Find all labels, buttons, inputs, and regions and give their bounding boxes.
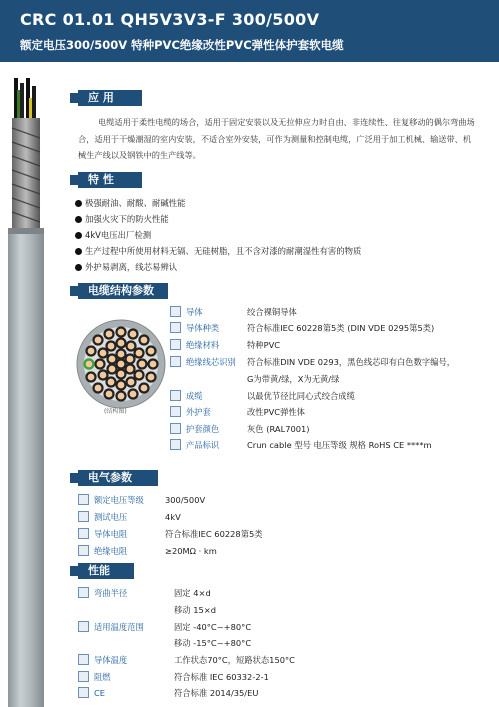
conductor-icon — [170, 306, 181, 317]
flame-icon — [78, 671, 89, 682]
row-value: 符合标准 IEC 60332-2-1 — [174, 672, 269, 682]
row-label: 导体温度 — [94, 655, 128, 665]
resistance-icon — [78, 528, 89, 539]
feature-text: 4kV电压出厂检测 — [85, 230, 152, 240]
outer-sheath-icon — [170, 406, 181, 417]
bullet-icon — [75, 200, 82, 207]
row-label: 适用温度范围 — [94, 622, 144, 632]
section-header-structure — [78, 283, 168, 299]
section-title: 性能 — [88, 564, 110, 577]
feature-item — [75, 260, 177, 274]
row-label: 绝缘线芯识别 — [186, 357, 236, 367]
feature-item — [75, 212, 169, 226]
feature-text: 极强耐油、耐酸、耐碱性能 — [85, 198, 186, 208]
row-value: 工作状态70°C，短路状态150°C — [174, 655, 295, 665]
sheath-color-icon — [170, 423, 181, 434]
row-value: 移动 -15°C~+80°C — [174, 638, 252, 648]
row-value: 固定 4×d — [174, 588, 211, 598]
row-label: 绝缘电阻 — [94, 546, 128, 556]
application-text: 电缆适用于柔性电缆的场合，适用于固定安装以及无拉伸应力时自由、非连续性、往复移动的偶尔弯曲场合，适用于干燥潮湿的室内安装，不适合室外安装，可作为测量和控制电缆，广泛用于加工机械、输送带、机械生产线以及钢铁中的生产线等。 — [78, 117, 475, 160]
feature-item — [75, 196, 186, 210]
bullet-icon — [75, 248, 82, 255]
row-value: 符合标准IEC 60228第5类 — [165, 529, 263, 539]
row-label: 阻燃 — [94, 672, 111, 682]
product-subtitle: 额定电压300/500V 特种PVC绝缘改性PVC弹性体护套软电缆 — [20, 38, 344, 52]
row-label: 成缆 — [186, 391, 203, 401]
cross-section-diagram — [75, 318, 167, 410]
section-header-electrical — [78, 470, 158, 486]
row-label: CE — [94, 688, 106, 698]
feature-text: 外护易剥离，线芯易辨认 — [85, 262, 178, 272]
row-label: 额定电压等级 — [94, 495, 144, 505]
section-title: 特 性 — [88, 173, 114, 186]
row-label: 护套颜色 — [186, 424, 220, 434]
section-title: 电气参数 — [88, 471, 132, 484]
section-title: 电缆结构参数 — [88, 284, 154, 297]
row-value: 4kV — [165, 512, 181, 522]
row-value: G为带黄/绿，X为无黄/绿 — [247, 374, 340, 384]
cross-section-caption: (结构图) — [104, 408, 127, 415]
bullet-icon — [75, 264, 82, 271]
section-header-performance — [78, 563, 134, 579]
row-value: Crun cable 型号 电压等级 规格 RoHS CE ****m — [247, 440, 432, 450]
section-header-application — [78, 90, 142, 106]
row-value: 300/500V — [165, 495, 206, 505]
row-label: 导体 — [186, 307, 203, 317]
row-value: 特种PVC — [247, 340, 281, 350]
core-identification-icon — [170, 356, 181, 367]
page-header — [0, 0, 499, 62]
row-label: 弯曲半径 — [94, 588, 128, 598]
row-value: 移动 15×d — [174, 605, 217, 615]
row-label: 外护套 — [186, 407, 211, 417]
bend-radius-icon — [78, 587, 89, 598]
stranding-icon — [170, 390, 181, 401]
row-value: 绞合裸铜导体 — [247, 307, 297, 317]
product-marking-icon — [170, 439, 181, 450]
feature-item — [75, 244, 361, 258]
cable-image — [0, 78, 60, 707]
row-value: 改性PVC弹性体 — [247, 407, 305, 417]
section-title: 应 用 — [88, 91, 114, 104]
row-value: ≥20MΩ · km — [165, 546, 217, 556]
product-title: CRC 01.01 QH5V3V3-F 300/500V — [20, 10, 320, 29]
row-label: 绝缘材料 — [186, 340, 220, 350]
voltage-icon — [78, 494, 89, 505]
row-label: 测试电压 — [94, 512, 128, 522]
row-value: 以最优节径比同心式绞合成缆 — [247, 391, 355, 401]
warning-icon — [78, 511, 89, 522]
row-value: 符合标准 2014/35/EU — [174, 688, 259, 698]
insulation-resistance-icon — [78, 545, 89, 556]
feature-item — [75, 228, 151, 242]
ce-mark-icon — [78, 687, 89, 698]
temperature-range-icon — [78, 621, 89, 632]
insulation-icon — [170, 339, 181, 350]
row-label: 导体种类 — [186, 323, 220, 333]
feature-text: 生产过程中所使用材料无镉、无硅树脂，且不含对漆的耐潮湿性有害的物质 — [85, 246, 362, 256]
bullet-icon — [75, 232, 82, 239]
row-value: 符合标准IEC 60228第5类 (DIN VDE 0295第5类) — [247, 323, 435, 333]
thermometer-icon — [78, 654, 89, 665]
conductor-type-icon — [170, 322, 181, 333]
row-value: 符合标准DIN VDE 0293，黑色线芯印有白色数字编号， — [247, 357, 456, 367]
row-label: 导体电阻 — [94, 529, 128, 539]
feature-text: 加强火灾下的防火性能 — [85, 214, 169, 224]
bullet-icon — [75, 216, 82, 223]
row-value: 灰色 (RAL7001) — [247, 424, 310, 434]
row-label: 产品标识 — [186, 440, 220, 450]
row-value: 固定 -40°C~+80°C — [174, 622, 252, 632]
section-header-features — [78, 172, 142, 188]
